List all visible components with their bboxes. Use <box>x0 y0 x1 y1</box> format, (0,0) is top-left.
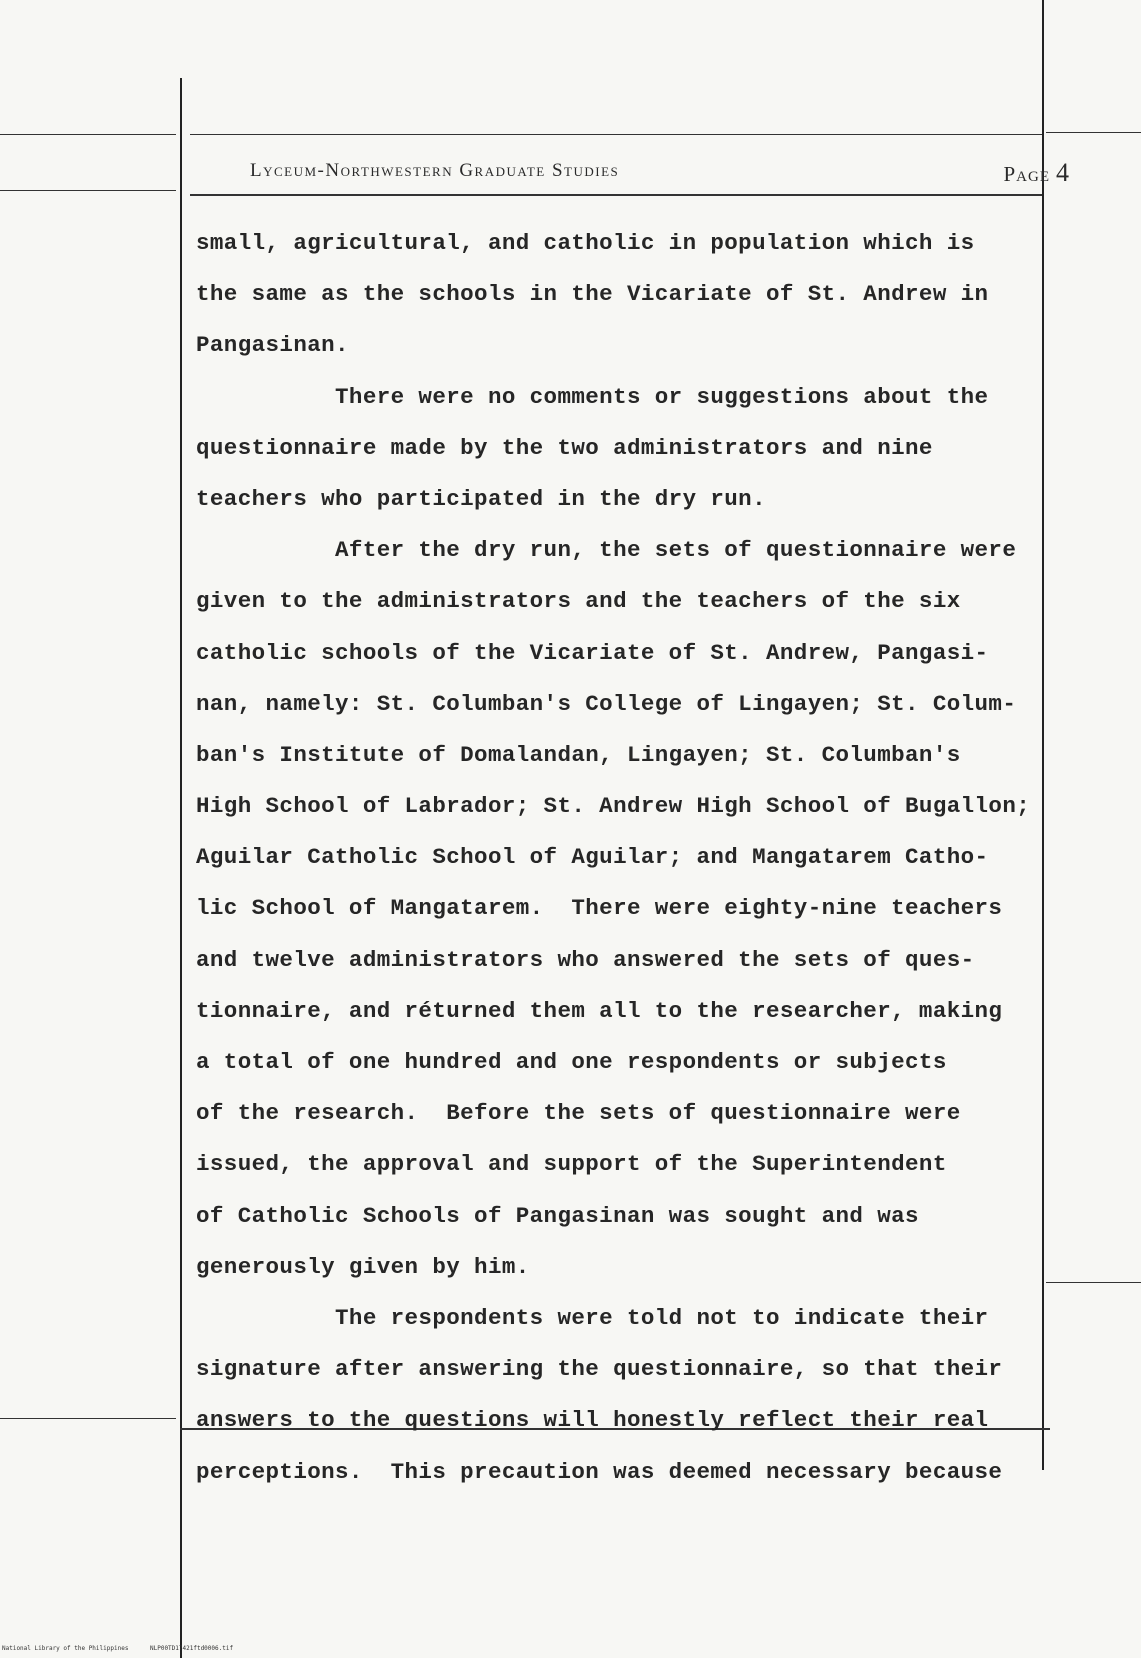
text-line: Aguilar Catholic School of Aguilar; and Mangatarem Catho- <box>196 844 989 871</box>
text-line: High School of Labrador; St. Andrew High School of Bugallon; <box>196 793 1031 820</box>
text-line: issued, the approval and support of the Superintendent <box>196 1151 947 1178</box>
body-text <box>196 218 1116 1498</box>
footer-filename: NLP00TD17421ftd0006.tif <box>150 1645 234 1652</box>
text-line: signature after answering the questionnaire, so that their <box>196 1356 1003 1383</box>
left-margin-rule <box>180 78 182 1658</box>
text-line: tionnaire, and réturned them all to the researcher, making <box>196 997 1003 1024</box>
text-line: teachers who participated in the dry run. <box>196 485 766 512</box>
header-page <box>1003 158 1070 188</box>
text-line: questionnaire made by the two administrators and nine <box>196 434 933 461</box>
text-line: nan, namely: St. Columban's College of Lingayen; St. Colum- <box>196 690 1017 717</box>
page-header <box>198 138 1078 198</box>
page-label: Page <box>1003 162 1050 186</box>
outer-left-rule-bottom <box>0 1418 176 1419</box>
text-line: of the research. Before the sets of questionnaire were <box>196 1100 961 1127</box>
footer-library: National Library of the Philippines <box>2 1645 129 1652</box>
text-line: and twelve administrators who answered the sets of ques- <box>196 946 975 973</box>
text-line: Pangasinan. <box>196 332 349 359</box>
text-line: The respondents were told not to indicate their <box>196 1304 989 1331</box>
header-top-rule <box>190 134 1042 135</box>
text-line: ban's Institute of Domalandan, Lingayen; St. Columban's <box>196 741 961 768</box>
text-line: perceptions. This precaution was deemed necessary because <box>196 1458 1003 1485</box>
text-line: small, agricultural, and catholic in population which is <box>196 230 975 256</box>
text-line: the same as the schools in the Vicariate of St. Andrew in <box>196 281 989 308</box>
header-title: Lyceum-Northwestern Graduate Studies <box>250 160 620 181</box>
text-line: given to the administrators and the teachers of the six <box>196 588 961 615</box>
text-line: a total of one hundred and one respondents or subjects <box>196 1049 947 1075</box>
text-line: lic School of Mangatarem. There were eighty-nine teachers <box>196 895 1003 922</box>
text-line: After the dry run, the sets of questionnaire were <box>196 537 1017 564</box>
text-line: answers to the questions will honestly reflect their real <box>196 1407 989 1434</box>
text-line: generously given by him. <box>196 1253 530 1280</box>
outer-left-rule-top <box>0 134 176 135</box>
outer-left-rule-2 <box>0 190 176 191</box>
page-number: 4 <box>1056 158 1070 187</box>
text-line: catholic schools of the Vicariate of St. Andrew, Pangasi- <box>196 639 989 666</box>
text-line: of Catholic Schools of Pangasinan was sought and was <box>196 1202 919 1229</box>
text-line: There were no comments or suggestions about the <box>196 383 989 410</box>
outer-right-rule-1 <box>1046 132 1141 133</box>
